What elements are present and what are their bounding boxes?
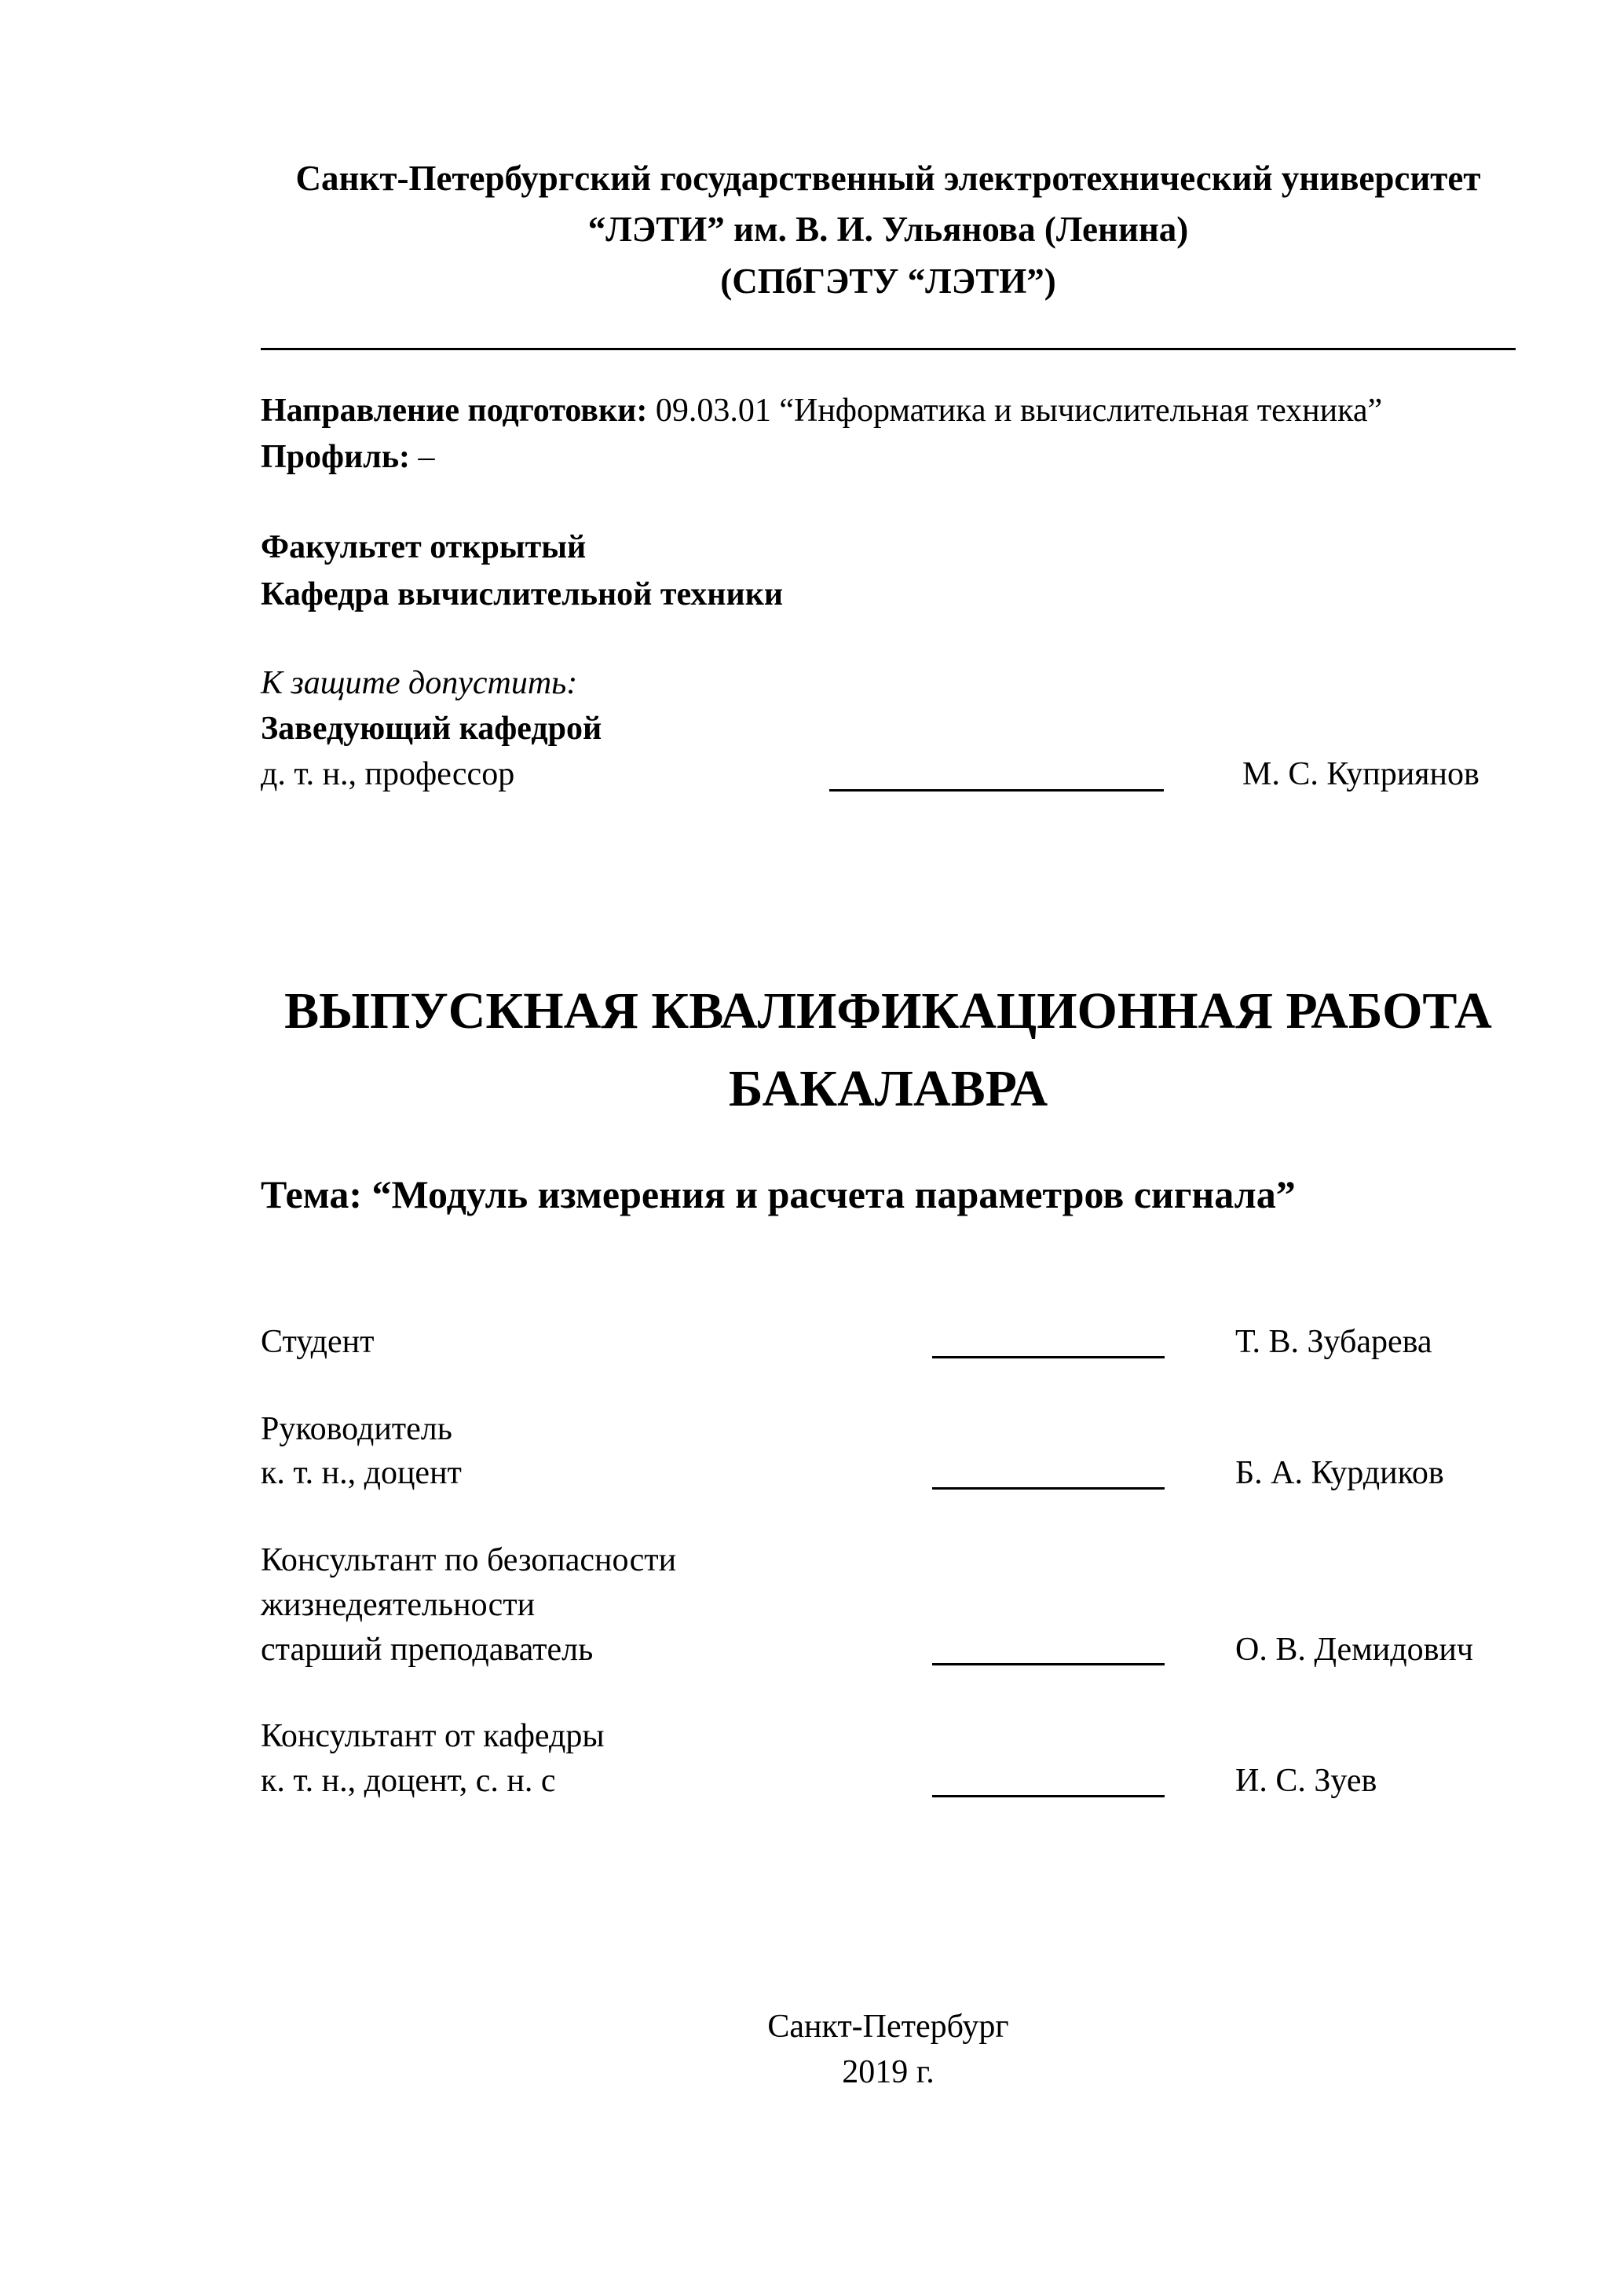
admit-line: К защите допустить: <box>261 665 578 702</box>
signature-row-safety-consultant <box>261 1538 1516 1672</box>
signature-role-line: Студент <box>261 1324 375 1361</box>
signature-role <box>261 1407 932 1496</box>
direction-line <box>261 388 1516 435</box>
faculty-block <box>261 525 1516 618</box>
signature-line <box>932 1795 1165 1797</box>
signature-name: О. В. Демидович <box>1235 1631 1474 1668</box>
signatures-block <box>261 1320 1516 1804</box>
signature-name: И. С. Зуев <box>1235 1762 1377 1799</box>
head-of-department-title: Заведующий кафедрой <box>261 711 602 748</box>
head-name: М. С. Куприянов <box>1242 756 1480 793</box>
signature-role <box>261 1320 932 1365</box>
horizontal-rule <box>261 348 1516 350</box>
signature-line <box>932 1663 1165 1665</box>
signature-role <box>261 1714 932 1803</box>
thesis-title <box>261 972 1516 1128</box>
signature-role-line: Консультант по безопасности <box>261 1542 677 1579</box>
approval-block <box>261 661 1516 798</box>
signature-role-line: Руководитель <box>261 1410 452 1447</box>
topic-label: Тема: <box>261 1172 363 1217</box>
head-signature-row <box>261 752 1516 798</box>
signature-name: Б. А. Курдиков <box>1235 1455 1444 1492</box>
university-abbreviation-line: (СПбГЭТУ “ЛЭТИ”) <box>720 261 1056 301</box>
faculty-line: Факультет открытый <box>261 529 587 565</box>
thesis-title-line1: ВЫПУСКНАЯ КВАЛИФИКАЦИОННАЯ РАБОТА <box>284 982 1492 1040</box>
profile-label: Профиль: <box>261 439 411 476</box>
footer-block <box>261 2004 1516 2097</box>
profile-line <box>261 434 1516 481</box>
department-line: Кафедра вычислительной техники <box>261 576 784 612</box>
signature-row-department-consultant <box>261 1714 1516 1803</box>
signature-role-line: Консультант от кафедры <box>261 1718 605 1755</box>
signature-line <box>932 1487 1165 1490</box>
signature-line <box>932 1356 1165 1358</box>
university-name-line1: Санкт-Петербургский государственный электротехнический университет <box>295 159 1481 198</box>
profile-value: – <box>418 439 435 476</box>
direction-value: 09.03.01 “Информатика и вычислительная техника” <box>655 392 1383 429</box>
head-signature-line <box>829 789 1164 792</box>
program-block <box>261 388 1516 481</box>
signature-role-line: старший преподаватель <box>261 1631 594 1668</box>
signature-role-line: жизнедеятельности <box>261 1586 536 1623</box>
signature-row-supervisor <box>261 1407 1516 1496</box>
head-degree: д. т. н., профессор <box>261 756 515 793</box>
direction-label: Направление подготовки: <box>261 392 648 429</box>
signature-role <box>261 1538 932 1672</box>
signature-role-line: к. т. н., доцент <box>261 1455 462 1492</box>
footer-city: Санкт-Петербург <box>767 2008 1009 2045</box>
university-header <box>261 153 1516 307</box>
topic-value: “Модуль измерения и расчета параметров сигнала” <box>371 1172 1296 1217</box>
signature-role-line: к. т. н., доцент, с. н. с <box>261 1762 556 1799</box>
topic-line <box>261 1167 1516 1222</box>
thesis-title-line2: БАКАЛАВРА <box>728 1060 1048 1118</box>
footer-year: 2019 г. <box>842 2054 935 2091</box>
university-name-line2: “ЛЭТИ” им. В. И. Ульянова (Ленина) <box>587 210 1189 250</box>
signature-name: Т. В. Зубарева <box>1235 1324 1432 1361</box>
signature-row-student <box>261 1320 1516 1365</box>
